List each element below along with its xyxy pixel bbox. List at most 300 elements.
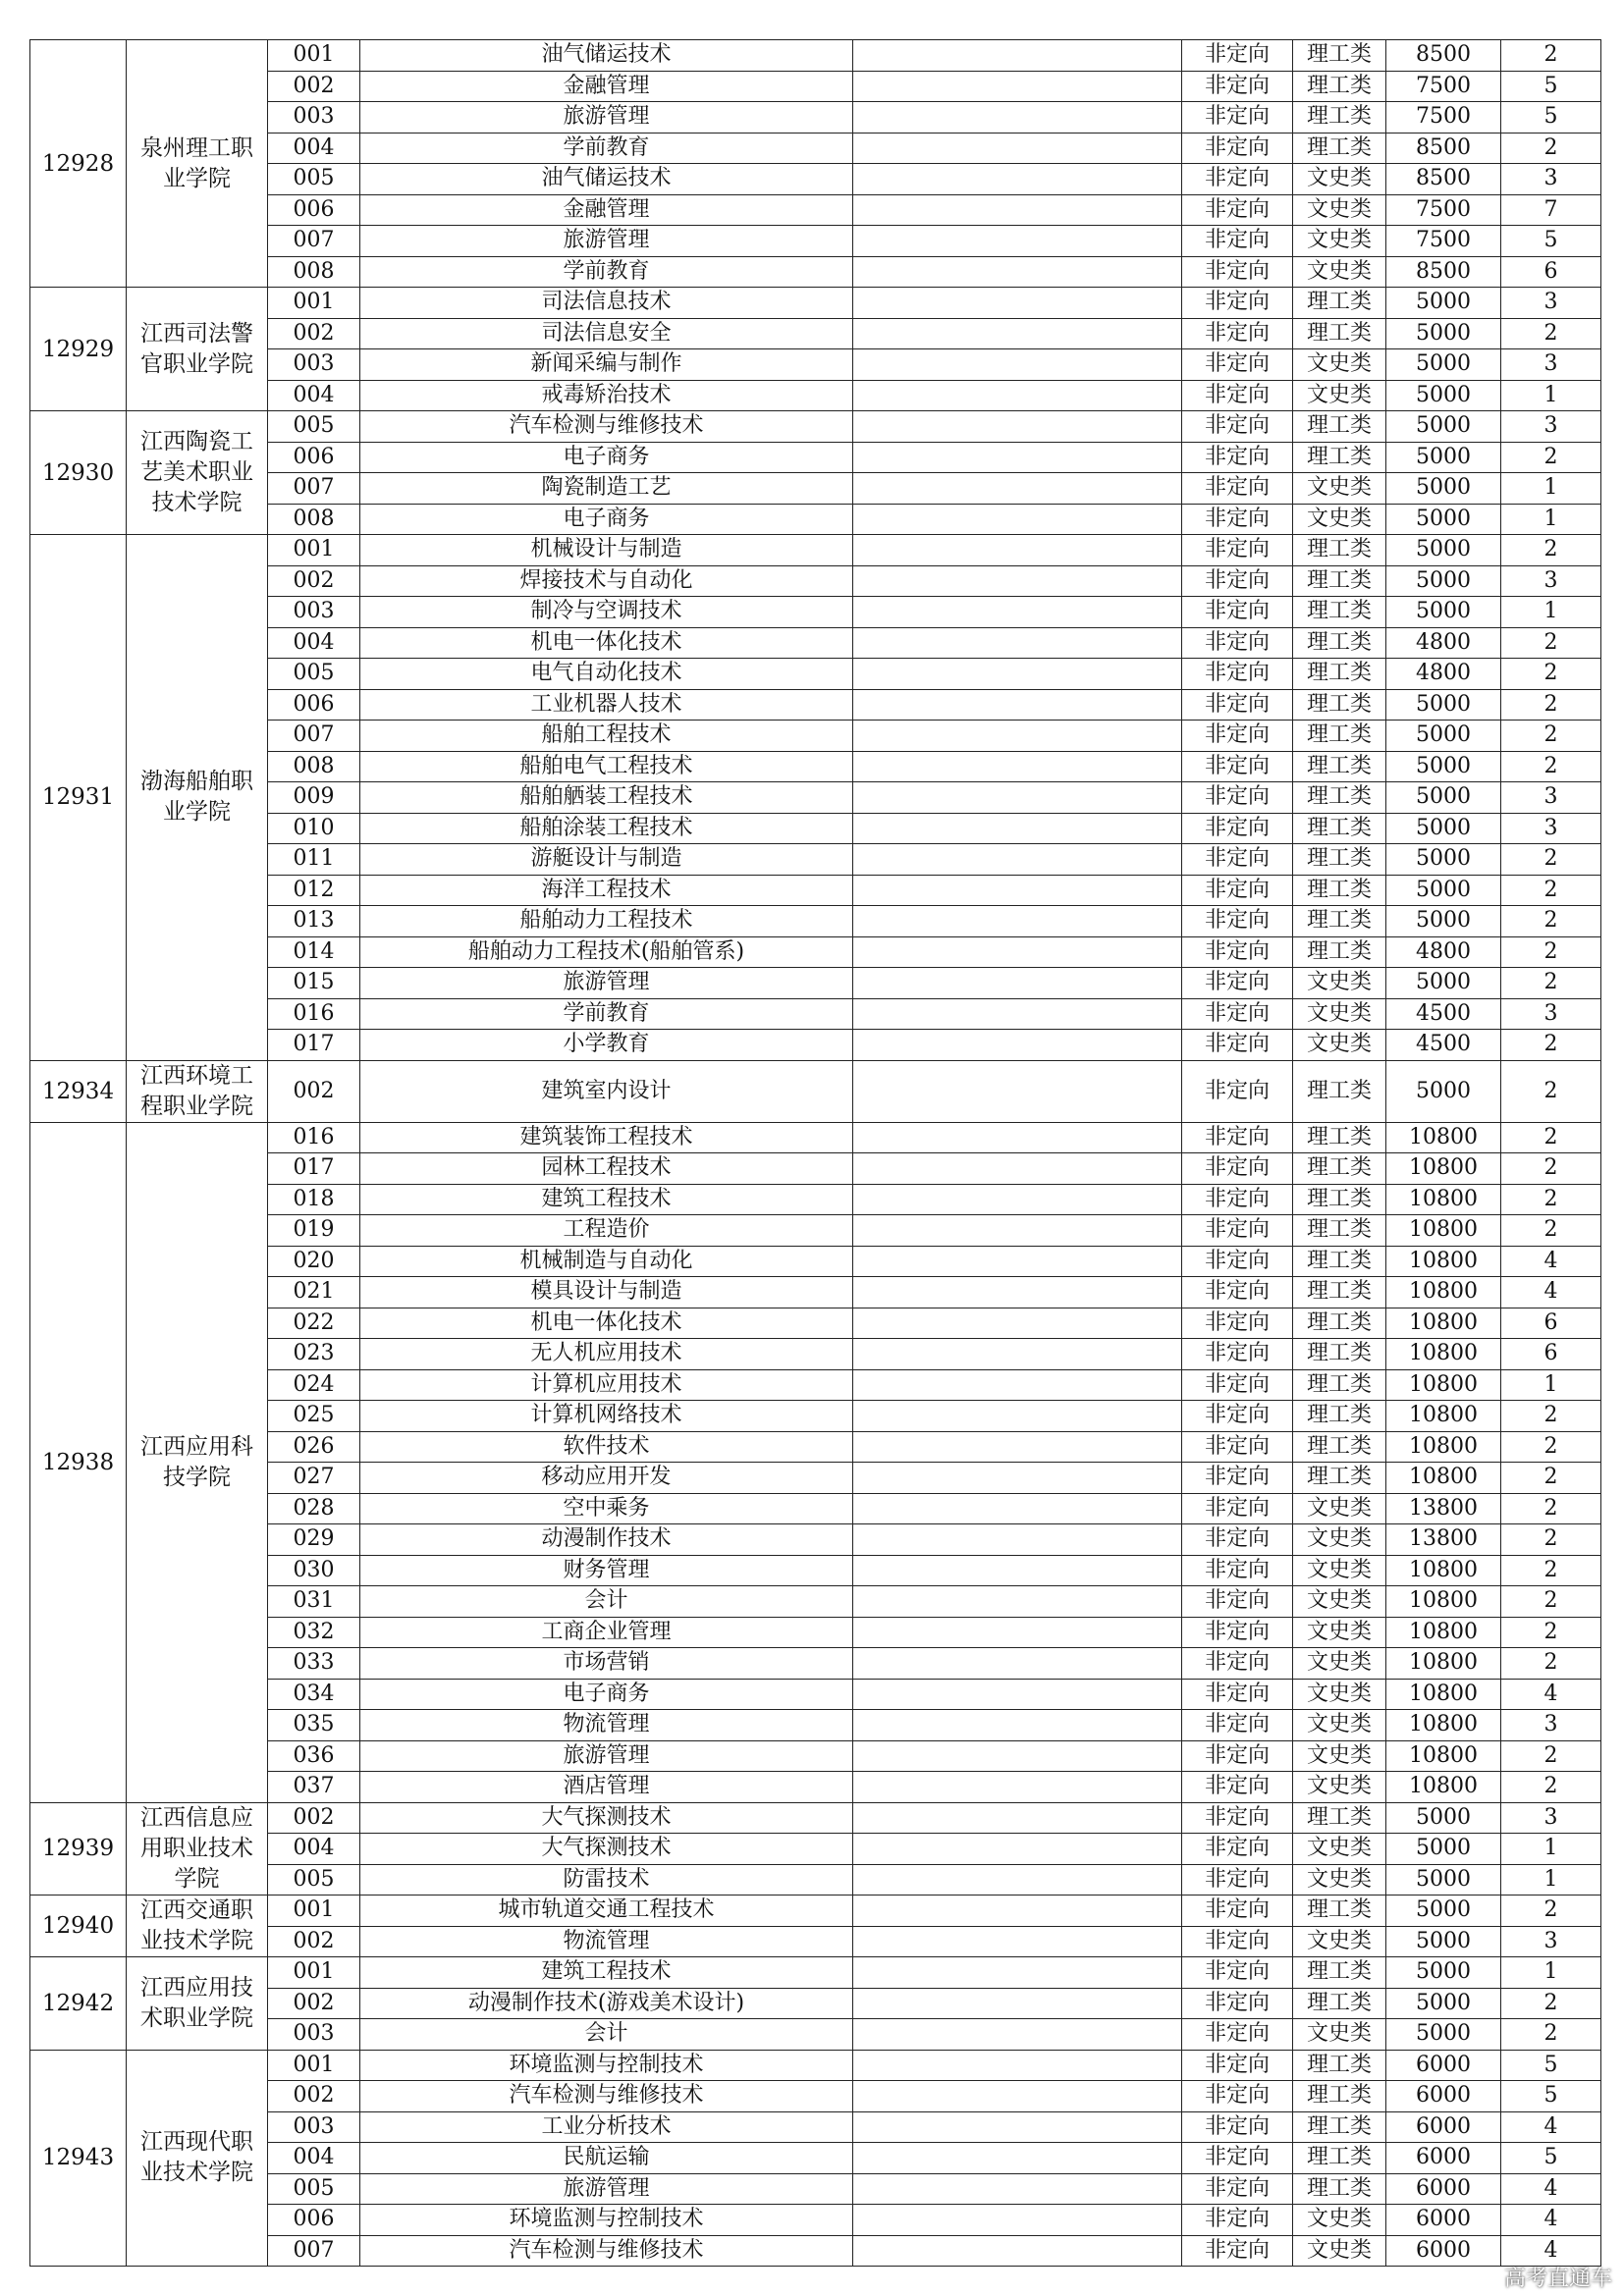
- major-name-cell: 移动应用开发: [360, 1463, 853, 1494]
- remarks-cell: [853, 1153, 1182, 1185]
- quota-cell: 2: [1501, 1060, 1601, 1122]
- major-name-cell: 旅游管理: [360, 968, 853, 999]
- plan-type-cell: 非定向: [1182, 2050, 1293, 2081]
- quota-cell: 4: [1501, 2111, 1601, 2143]
- quota-cell: 3: [1501, 411, 1601, 443]
- plan-type-cell: 非定向: [1182, 1617, 1293, 1648]
- quota-cell: 4: [1501, 1277, 1601, 1308]
- major-code-cell: 006: [268, 689, 360, 721]
- category-cell: 文史类: [1293, 1710, 1386, 1741]
- quota-cell: 3: [1501, 998, 1601, 1030]
- remarks-cell: [853, 906, 1182, 937]
- quota-cell: 3: [1501, 782, 1601, 814]
- remarks-cell: [853, 936, 1182, 968]
- category-cell: 文史类: [1293, 1740, 1386, 1772]
- plan-type-cell: 非定向: [1182, 2081, 1293, 2112]
- tuition-cell: 7500: [1386, 226, 1501, 257]
- plan-type-cell: 非定向: [1182, 1710, 1293, 1741]
- quota-cell: 2: [1501, 1586, 1601, 1618]
- remarks-cell: [853, 133, 1182, 164]
- remarks-cell: [853, 1740, 1182, 1772]
- plan-type-cell: 非定向: [1182, 627, 1293, 659]
- quota-cell: 2: [1501, 1524, 1601, 1556]
- major-code-cell: 032: [268, 1617, 360, 1648]
- major-code-cell: 036: [268, 1740, 360, 1772]
- quota-cell: 1: [1501, 380, 1601, 411]
- major-code-cell: 029: [268, 1524, 360, 1556]
- tuition-cell: 5000: [1386, 2019, 1501, 2051]
- plan-type-cell: 非定向: [1182, 968, 1293, 999]
- watermark: 高考直通车: [1503, 2267, 1612, 2291]
- remarks-cell: [853, 1586, 1182, 1618]
- major-name-cell: 汽车检测与维修技术: [360, 411, 853, 443]
- major-code-cell: 001: [268, 288, 360, 319]
- remarks-cell: [853, 256, 1182, 288]
- major-name-cell: 电气自动化技术: [360, 659, 853, 690]
- major-name-cell: 油气储运技术: [360, 164, 853, 195]
- major-code-cell: 025: [268, 1401, 360, 1432]
- tuition-cell: 8500: [1386, 256, 1501, 288]
- plan-type-cell: 非定向: [1182, 288, 1293, 319]
- tuition-cell: 10800: [1386, 1339, 1501, 1370]
- plan-type-cell: 非定向: [1182, 442, 1293, 473]
- major-code-cell: 016: [268, 1122, 360, 1153]
- category-cell: 理工类: [1293, 1122, 1386, 1153]
- category-cell: 文史类: [1293, 226, 1386, 257]
- major-name-cell: 汽车检测与维修技术: [360, 2081, 853, 2112]
- plan-type-cell: 非定向: [1182, 1060, 1293, 1122]
- table-row: [30, 411, 1601, 443]
- major-code-cell: 005: [268, 164, 360, 195]
- remarks-cell: [853, 1988, 1182, 2019]
- major-name-cell: 机电一体化技术: [360, 627, 853, 659]
- remarks-cell: [853, 1215, 1182, 1247]
- category-cell: 文史类: [1293, 1493, 1386, 1524]
- plan-type-cell: 非定向: [1182, 2173, 1293, 2205]
- remarks-cell: [853, 1431, 1182, 1463]
- major-name-cell: 机械制造与自动化: [360, 1246, 853, 1277]
- category-cell: 理工类: [1293, 318, 1386, 349]
- category-cell: 文史类: [1293, 1617, 1386, 1648]
- remarks-cell: [853, 40, 1182, 72]
- quota-cell: 2: [1501, 1988, 1601, 2019]
- category-cell: 文史类: [1293, 1648, 1386, 1680]
- tuition-cell: 4500: [1386, 1030, 1501, 1061]
- major-code-cell: 012: [268, 875, 360, 906]
- plan-type-cell: 非定向: [1182, 1184, 1293, 1215]
- plan-type-cell: 非定向: [1182, 102, 1293, 133]
- major-name-cell: 物流管理: [360, 1710, 853, 1741]
- plan-type-cell: 非定向: [1182, 164, 1293, 195]
- plan-type-cell: 非定向: [1182, 1030, 1293, 1061]
- category-cell: 文史类: [1293, 968, 1386, 999]
- tuition-cell: 7500: [1386, 102, 1501, 133]
- tuition-cell: 5000: [1386, 1060, 1501, 1122]
- remarks-cell: [853, 2205, 1182, 2236]
- major-code-cell: 021: [268, 1277, 360, 1308]
- remarks-cell: [853, 226, 1182, 257]
- quota-cell: 2: [1501, 133, 1601, 164]
- quota-cell: 3: [1501, 288, 1601, 319]
- remarks-cell: [853, 1030, 1182, 1061]
- table-body: [30, 40, 1601, 2267]
- plan-type-cell: 非定向: [1182, 2235, 1293, 2267]
- major-code-cell: 007: [268, 473, 360, 505]
- tuition-cell: 5000: [1386, 1864, 1501, 1896]
- category-cell: 理工类: [1293, 1215, 1386, 1247]
- tuition-cell: 10800: [1386, 1246, 1501, 1277]
- major-code-cell: 013: [268, 906, 360, 937]
- plan-type-cell: 非定向: [1182, 782, 1293, 814]
- plan-type-cell: 非定向: [1182, 1988, 1293, 2019]
- plan-type-cell: 非定向: [1182, 1463, 1293, 1494]
- remarks-cell: [853, 1339, 1182, 1370]
- remarks-cell: [853, 1493, 1182, 1524]
- school-name-cell: 江西陶瓷工艺美术职业技术学院: [127, 411, 268, 535]
- category-cell: 理工类: [1293, 2143, 1386, 2174]
- school-name-cell: 江西信息应用职业技术学院: [127, 1802, 268, 1896]
- remarks-cell: [853, 411, 1182, 443]
- category-cell: 理工类: [1293, 1060, 1386, 1122]
- category-cell: 文史类: [1293, 2235, 1386, 2267]
- quota-cell: 2: [1501, 1030, 1601, 1061]
- tuition-cell: 10800: [1386, 1648, 1501, 1680]
- major-name-cell: 船舶涂装工程技术: [360, 813, 853, 844]
- major-code-cell: 008: [268, 504, 360, 535]
- major-name-cell: 大气探测技术: [360, 1802, 853, 1834]
- remarks-cell: [853, 1864, 1182, 1896]
- major-name-cell: 电子商务: [360, 504, 853, 535]
- major-name-cell: 学前教育: [360, 998, 853, 1030]
- quota-cell: 3: [1501, 349, 1601, 381]
- major-name-cell: 学前教育: [360, 256, 853, 288]
- category-cell: 理工类: [1293, 1308, 1386, 1339]
- tuition-cell: 5000: [1386, 906, 1501, 937]
- major-name-cell: 会计: [360, 1586, 853, 1618]
- quota-cell: 2: [1501, 875, 1601, 906]
- plan-type-cell: 非定向: [1182, 318, 1293, 349]
- plan-type-cell: 非定向: [1182, 194, 1293, 226]
- quota-cell: 4: [1501, 1246, 1601, 1277]
- tuition-cell: 6000: [1386, 2173, 1501, 2205]
- plan-type-cell: 非定向: [1182, 1215, 1293, 1247]
- quota-cell: 4: [1501, 1679, 1601, 1710]
- major-code-cell: 003: [268, 102, 360, 133]
- quota-cell: 2: [1501, 1617, 1601, 1648]
- category-cell: 理工类: [1293, 1246, 1386, 1277]
- quota-cell: 2: [1501, 2019, 1601, 2051]
- tuition-cell: 5000: [1386, 504, 1501, 535]
- major-name-cell: 无人机应用技术: [360, 1339, 853, 1370]
- remarks-cell: [853, 380, 1182, 411]
- major-name-cell: 金融管理: [360, 194, 853, 226]
- remarks-cell: [853, 751, 1182, 782]
- remarks-cell: [853, 2143, 1182, 2174]
- category-cell: 理工类: [1293, 2173, 1386, 2205]
- major-name-cell: 环境监测与控制技术: [360, 2050, 853, 2081]
- major-name-cell: 小学教育: [360, 1030, 853, 1061]
- quota-cell: 3: [1501, 1802, 1601, 1834]
- school-name-cell: 江西应用技术职业学院: [127, 1957, 268, 2051]
- remarks-cell: [853, 1772, 1182, 1803]
- plan-type-cell: 非定向: [1182, 1834, 1293, 1865]
- major-name-cell: 汽车检测与维修技术: [360, 2235, 853, 2267]
- category-cell: 文史类: [1293, 1679, 1386, 1710]
- remarks-cell: [853, 318, 1182, 349]
- quota-cell: 3: [1501, 565, 1601, 597]
- major-name-cell: 船舶工程技术: [360, 721, 853, 752]
- quota-cell: 2: [1501, 1740, 1601, 1772]
- category-cell: 理工类: [1293, 442, 1386, 473]
- category-cell: 文史类: [1293, 473, 1386, 505]
- major-code-cell: 026: [268, 1431, 360, 1463]
- category-cell: 理工类: [1293, 1369, 1386, 1401]
- remarks-cell: [853, 782, 1182, 814]
- quota-cell: 6: [1501, 1339, 1601, 1370]
- tuition-cell: 5000: [1386, 844, 1501, 876]
- plan-type-cell: 非定向: [1182, 751, 1293, 782]
- major-code-cell: 008: [268, 751, 360, 782]
- major-code-cell: 017: [268, 1030, 360, 1061]
- school-name-cell: 渤海船舶职业学院: [127, 535, 268, 1061]
- major-name-cell: 船舶动力工程技术: [360, 906, 853, 937]
- quota-cell: 2: [1501, 1215, 1601, 1247]
- major-name-cell: 机械设计与制造: [360, 535, 853, 566]
- category-cell: 理工类: [1293, 1896, 1386, 1927]
- category-cell: 理工类: [1293, 411, 1386, 443]
- plan-type-cell: 非定向: [1182, 1586, 1293, 1618]
- tuition-cell: 10800: [1386, 1184, 1501, 1215]
- major-code-cell: 004: [268, 380, 360, 411]
- remarks-cell: [853, 1834, 1182, 1865]
- quota-cell: 4: [1501, 2173, 1601, 2205]
- plan-type-cell: 非定向: [1182, 473, 1293, 505]
- plan-type-cell: 非定向: [1182, 2019, 1293, 2051]
- tuition-cell: 5000: [1386, 689, 1501, 721]
- remarks-cell: [853, 2235, 1182, 2267]
- plan-type-cell: 非定向: [1182, 1926, 1293, 1957]
- tuition-cell: 5000: [1386, 597, 1501, 628]
- major-code-cell: 033: [268, 1648, 360, 1680]
- plan-type-cell: 非定向: [1182, 226, 1293, 257]
- quota-cell: 5: [1501, 2050, 1601, 2081]
- plan-type-cell: 非定向: [1182, 936, 1293, 968]
- major-name-cell: 建筑工程技术: [360, 1957, 853, 1989]
- category-cell: 文史类: [1293, 349, 1386, 381]
- category-cell: 文史类: [1293, 1555, 1386, 1586]
- category-cell: 文史类: [1293, 380, 1386, 411]
- quota-cell: 2: [1501, 1184, 1601, 1215]
- major-name-cell: 防雷技术: [360, 1864, 853, 1896]
- tuition-cell: 10800: [1386, 1710, 1501, 1741]
- quota-cell: 2: [1501, 936, 1601, 968]
- major-name-cell: 软件技术: [360, 1431, 853, 1463]
- quota-cell: 4: [1501, 2205, 1601, 2236]
- category-cell: 理工类: [1293, 782, 1386, 814]
- table-row: [30, 1896, 1601, 1927]
- school-code-cell: 12929: [30, 288, 127, 411]
- major-code-cell: 024: [268, 1369, 360, 1401]
- category-cell: 文史类: [1293, 2019, 1386, 2051]
- major-name-cell: 工业分析技术: [360, 2111, 853, 2143]
- remarks-cell: [853, 164, 1182, 195]
- category-cell: 文史类: [1293, 1926, 1386, 1957]
- quota-cell: 1: [1501, 1834, 1601, 1865]
- remarks-cell: [853, 1957, 1182, 1989]
- remarks-cell: [853, 194, 1182, 226]
- category-cell: 理工类: [1293, 813, 1386, 844]
- plan-type-cell: 非定向: [1182, 1431, 1293, 1463]
- plan-type-cell: 非定向: [1182, 133, 1293, 164]
- tuition-cell: 10800: [1386, 1277, 1501, 1308]
- major-code-cell: 006: [268, 442, 360, 473]
- category-cell: 理工类: [1293, 1277, 1386, 1308]
- major-code-cell: 007: [268, 226, 360, 257]
- plan-type-cell: 非定向: [1182, 411, 1293, 443]
- remarks-cell: [853, 504, 1182, 535]
- major-name-cell: 物流管理: [360, 1926, 853, 1957]
- major-code-cell: 014: [268, 936, 360, 968]
- major-name-cell: 动漫制作技术(游戏美术设计): [360, 1988, 853, 2019]
- major-name-cell: 园林工程技术: [360, 1153, 853, 1185]
- major-code-cell: 010: [268, 813, 360, 844]
- quota-cell: 2: [1501, 906, 1601, 937]
- major-code-cell: 030: [268, 1555, 360, 1586]
- remarks-cell: [853, 1679, 1182, 1710]
- major-name-cell: 计算机网络技术: [360, 1401, 853, 1432]
- plan-type-cell: 非定向: [1182, 1339, 1293, 1370]
- tuition-cell: 10800: [1386, 1153, 1501, 1185]
- tuition-cell: 10800: [1386, 1586, 1501, 1618]
- plan-type-cell: 非定向: [1182, 813, 1293, 844]
- quota-cell: 2: [1501, 1122, 1601, 1153]
- plan-type-cell: 非定向: [1182, 1679, 1293, 1710]
- tuition-cell: 6000: [1386, 2235, 1501, 2267]
- major-name-cell: 模具设计与制造: [360, 1277, 853, 1308]
- category-cell: 理工类: [1293, 2050, 1386, 2081]
- remarks-cell: [853, 1369, 1182, 1401]
- plan-type-cell: 非定向: [1182, 998, 1293, 1030]
- major-name-cell: 工程造价: [360, 1215, 853, 1247]
- remarks-cell: [853, 535, 1182, 566]
- major-code-cell: 015: [268, 968, 360, 999]
- category-cell: 文史类: [1293, 1030, 1386, 1061]
- quota-cell: 2: [1501, 844, 1601, 876]
- tuition-cell: 5000: [1386, 1834, 1501, 1865]
- table-row: [30, 40, 1601, 72]
- major-name-cell: 动漫制作技术: [360, 1524, 853, 1556]
- category-cell: 理工类: [1293, 906, 1386, 937]
- school-name-cell: 泉州理工职业学院: [127, 40, 268, 288]
- remarks-cell: [853, 1710, 1182, 1741]
- major-code-cell: 004: [268, 2143, 360, 2174]
- quota-cell: 5: [1501, 226, 1601, 257]
- major-code-cell: 003: [268, 2019, 360, 2051]
- tuition-cell: 7500: [1386, 194, 1501, 226]
- quota-cell: 3: [1501, 1926, 1601, 1957]
- category-cell: 文史类: [1293, 1864, 1386, 1896]
- plan-type-cell: 非定向: [1182, 1277, 1293, 1308]
- major-code-cell: 004: [268, 1834, 360, 1865]
- category-cell: 理工类: [1293, 565, 1386, 597]
- major-code-cell: 011: [268, 844, 360, 876]
- school-code-cell: 12928: [30, 40, 127, 288]
- major-name-cell: 学前教育: [360, 133, 853, 164]
- tuition-cell: 5000: [1386, 751, 1501, 782]
- remarks-cell: [853, 1617, 1182, 1648]
- school-code-cell: 12930: [30, 411, 127, 535]
- tuition-cell: 5000: [1386, 782, 1501, 814]
- plan-type-cell: 非定向: [1182, 906, 1293, 937]
- tuition-cell: 5000: [1386, 318, 1501, 349]
- major-code-cell: 035: [268, 1710, 360, 1741]
- remarks-cell: [853, 565, 1182, 597]
- category-cell: 理工类: [1293, 1153, 1386, 1185]
- major-code-cell: 001: [268, 535, 360, 566]
- remarks-cell: [853, 1246, 1182, 1277]
- remarks-cell: [853, 1555, 1182, 1586]
- remarks-cell: [853, 998, 1182, 1030]
- major-name-cell: 环境监测与控制技术: [360, 2205, 853, 2236]
- table-row: [30, 2050, 1601, 2081]
- plan-type-cell: 非定向: [1182, 2205, 1293, 2236]
- major-code-cell: 002: [268, 1988, 360, 2019]
- remarks-cell: [853, 1184, 1182, 1215]
- category-cell: 文史类: [1293, 256, 1386, 288]
- major-name-cell: 建筑室内设计: [360, 1060, 853, 1122]
- remarks-cell: [853, 2019, 1182, 2051]
- quota-cell: 1: [1501, 597, 1601, 628]
- major-code-cell: 020: [268, 1246, 360, 1277]
- remarks-cell: [853, 1896, 1182, 1927]
- category-cell: 理工类: [1293, 2111, 1386, 2143]
- remarks-cell: [853, 349, 1182, 381]
- major-name-cell: 电子商务: [360, 1679, 853, 1710]
- major-code-cell: 003: [268, 349, 360, 381]
- tuition-cell: 4800: [1386, 936, 1501, 968]
- quota-cell: 2: [1501, 1555, 1601, 1586]
- quota-cell: 2: [1501, 1772, 1601, 1803]
- remarks-cell: [853, 1648, 1182, 1680]
- tuition-cell: 5000: [1386, 1988, 1501, 2019]
- plan-type-cell: 非定向: [1182, 380, 1293, 411]
- plan-type-cell: 非定向: [1182, 71, 1293, 102]
- remarks-cell: [853, 721, 1182, 752]
- table-row: [30, 1802, 1601, 1834]
- tuition-cell: 5000: [1386, 473, 1501, 505]
- tuition-cell: 5000: [1386, 1802, 1501, 1834]
- remarks-cell: [853, 288, 1182, 319]
- tuition-cell: 10800: [1386, 1215, 1501, 1247]
- major-code-cell: 028: [268, 1493, 360, 1524]
- quota-cell: 1: [1501, 1957, 1601, 1989]
- plan-type-cell: 非定向: [1182, 721, 1293, 752]
- major-name-cell: 司法信息安全: [360, 318, 853, 349]
- category-cell: 理工类: [1293, 1463, 1386, 1494]
- tuition-cell: 8500: [1386, 164, 1501, 195]
- major-code-cell: 001: [268, 1896, 360, 1927]
- category-cell: 文史类: [1293, 164, 1386, 195]
- category-cell: 理工类: [1293, 721, 1386, 752]
- plan-type-cell: 非定向: [1182, 1369, 1293, 1401]
- major-code-cell: 007: [268, 2235, 360, 2267]
- quota-cell: 1: [1501, 473, 1601, 505]
- category-cell: 文史类: [1293, 1834, 1386, 1865]
- table-row: [30, 1060, 1601, 1122]
- tuition-cell: 4800: [1386, 659, 1501, 690]
- major-code-cell: 001: [268, 40, 360, 72]
- tuition-cell: 10800: [1386, 1740, 1501, 1772]
